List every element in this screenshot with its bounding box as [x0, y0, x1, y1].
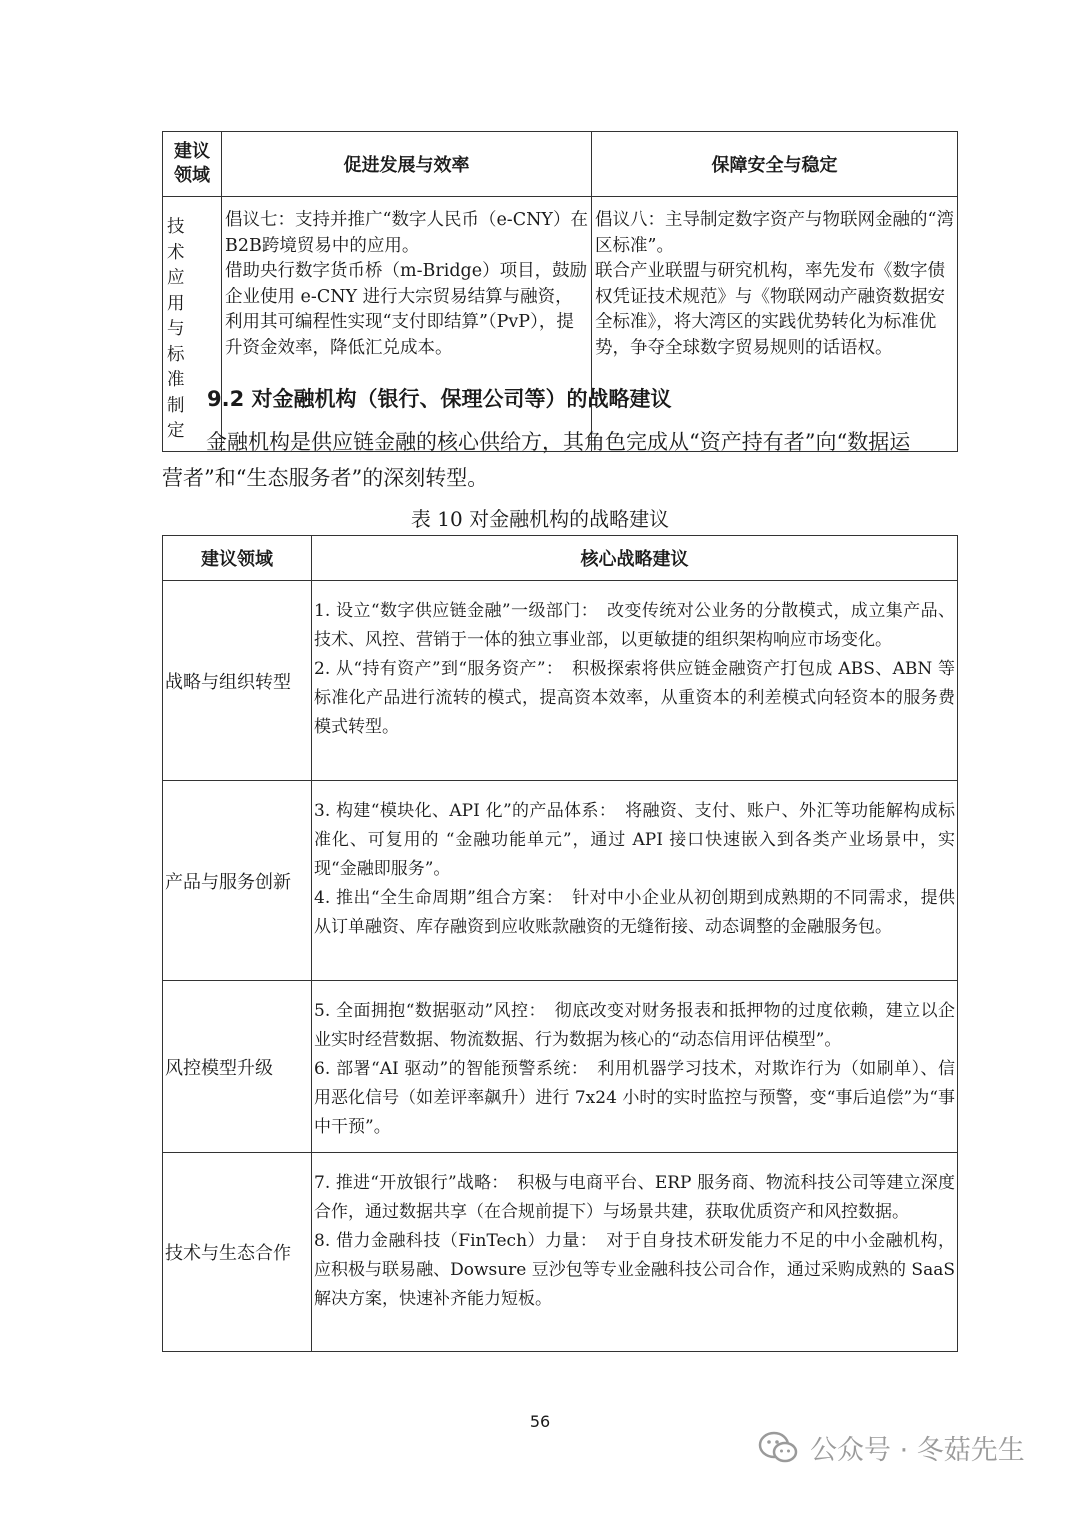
table-row — [163, 981, 958, 1153]
list-item: 7. 推进“开放银行”战略： 积极与电商平台、ERP 服务商、物流科技公司等建立深度合作，通过数据共享（在合规前提下）与场景共建，获取优质资产和风控数据。 — [314, 1173, 955, 1222]
table-row — [163, 581, 958, 781]
row-area-label: 风控模型升级 — [163, 981, 312, 1153]
watermark — [758, 1428, 1025, 1467]
list-item: 6. 部署“AI 驱动”的智能预警系统： 利用机器学习技术，对欺诈行为（如刷单）、信用恶化信号（如差评率飙升）进行 7x24 小时的实时监控与预警，变“事后追偿”为“事中干预”。 — [314, 1059, 955, 1137]
row-area-label: 技术与生态合作 — [163, 1153, 312, 1352]
header-strategy: 核心战略建议 — [312, 536, 958, 581]
area-cell-tech-standards: 技 术 应 用 与 标 准 制 定 — [163, 197, 222, 452]
row-content — [312, 1153, 958, 1352]
row-area-label: 产品与服务创新 — [163, 781, 312, 981]
list-item: 5. 全面拥抱“数据驱动”风控： 彻底改变对财务报表和抵押物的过度依赖，建立以企业实时经营数据、物流数据、行为数据为核心的“动态信用评估模型”。 — [314, 1001, 955, 1050]
list-item: 8. 借力金融科技（FinTech）力量： 对于自身技术研发能力不足的中小金融机构，应积极与联易融、Dowsure 豆沙包等专业金融科技公司合作，通过采购成熟的 SaaS 解决方案，快速补齐能力短板。 — [314, 1231, 955, 1309]
row-content — [312, 581, 958, 781]
row-content — [312, 781, 958, 981]
intro-paragraph: 金融机构是供应链金融的核心供给方，其角色完成从“资产持有者”向“数据运营者”和“生态服务者”的深刻转型。 — [162, 430, 911, 490]
row-area-label: 战略与组织转型 — [163, 581, 312, 781]
strategy-table — [162, 535, 958, 1352]
list-item: 3. 构建“模块化、API 化”的产品体系： 将融资、支付、账户、外汇等功能解构成标准化、可复用的 “金融功能单元”，通过 API 接口快速嵌入到各类产业场景中，实现“金融即服务”。 — [314, 801, 955, 879]
list-item: 1. 设立“数字供应链金融”一级部门： 改变传统对公业务的分散模式，成立集产品、技术、风控、营销于一体的独立事业部，以更敏捷的组织架构响应市场变化。 — [314, 601, 955, 650]
row-content — [312, 981, 958, 1153]
header-area: 建议领域 — [163, 536, 312, 581]
wechat-icon — [758, 1430, 798, 1466]
proposal-eight: 倡议八：主导制定数字资产与物联网金融的“湾区标准”。 联合产业联盟与研究机构，率先发布《数字债权凭证技术规范》与《物联网动产融资数据安全标准》，将大湾区的实践优势转化为标准优势，争夺全球数字贸易规则的话语权。 — [592, 197, 958, 452]
header-development: 促进发展与效率 — [222, 132, 592, 197]
proposal-seven: 倡议七：支持并推广“数字人民币（e-CNY）在B2B跨境贸易中的应用。 借助央行数字货币桥（m-Bridge）项目，鼓励企业使用 e-CNY 进行大宗贸易结算与融资，利用其可编程性实现“支付即结算”（PvP），提升资金效率，降低汇兑成本。 — [222, 197, 592, 452]
watermark-text: 公众号 · 冬菇先生 — [810, 1435, 1025, 1466]
page-number: 56 — [529, 1412, 551, 1431]
section-title: 9.2 对金融机构（银行、保理公司等）的战略建议 — [207, 387, 672, 411]
header-area: 建议 领域 — [163, 132, 222, 197]
list-item: 2. 从“持有资产”到“服务资产”： 积极探索将供应链金融资产打包成 ABS、ABN 等标准化产品进行流转的模式，提高资本效率，从重资本的利差模式向轻资本的服务费模式转型。 — [314, 659, 955, 737]
table-caption: 表 10 对金融机构的战略建议 — [410, 507, 670, 531]
table-row — [163, 1153, 958, 1352]
table-row — [163, 781, 958, 981]
list-item: 4. 推出“全生命周期”组合方案： 针对中小企业从初创期到成熟期的不同需求，提供从订单融资、库存融资到应收账款融资的无缝衔接、动态调整的金融服务包。 — [314, 888, 955, 937]
header-security: 保障安全与稳定 — [592, 132, 958, 197]
